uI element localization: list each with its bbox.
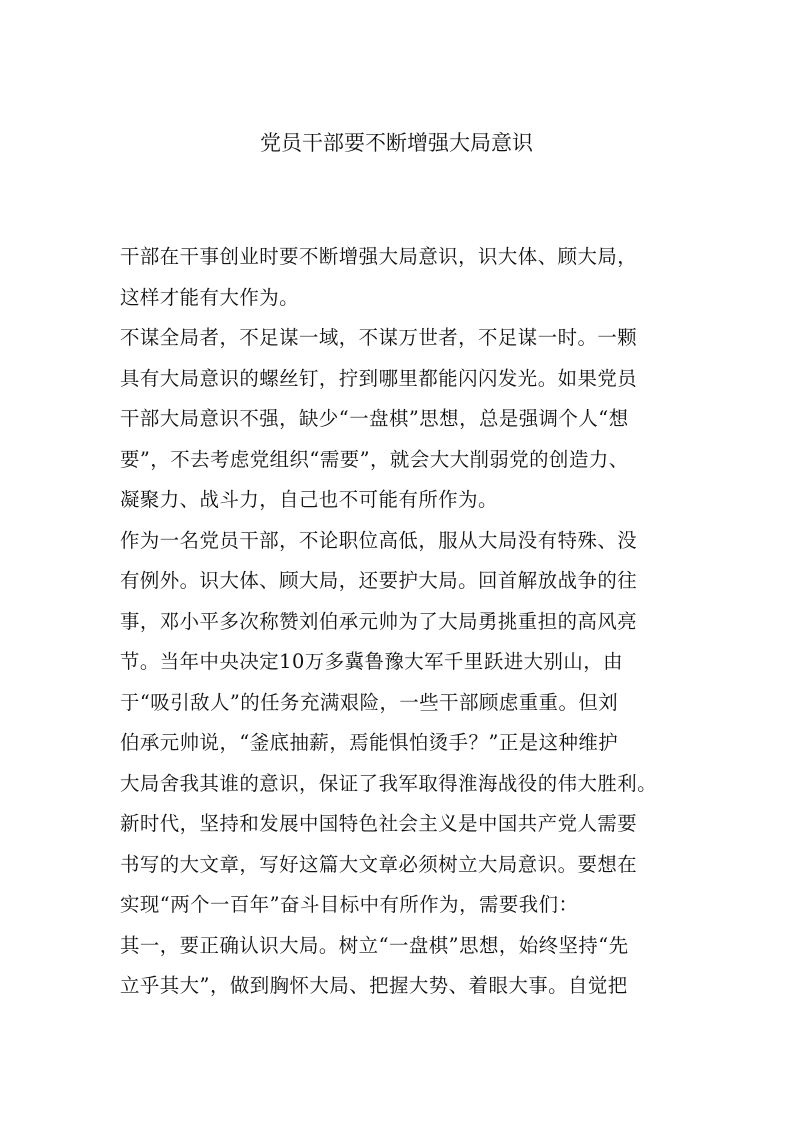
document-body	[120, 237, 690, 1007]
paragraph-3	[120, 521, 690, 805]
text-line: 作为一名党员干部，不论职位高低，服从大局没有特殊、没	[120, 528, 638, 552]
text-line: 书写的大文章，写好这篇大文章必须树立大局意识。要想在	[120, 852, 638, 876]
page-title: 党员干部要不断增强大局意识	[260, 131, 533, 155]
text-line: 新时代，坚持和发展中国特色社会主义是中国共产党人需要	[120, 812, 638, 835]
text-line: 这样才能有大作为。	[120, 285, 300, 309]
text-line: 干部在干事创业时要不断增强大局意识，识大体、顾大局，	[120, 245, 638, 268]
text-line: 立乎其大”，做到胸怀大局、把握大势、着眼大事。自觉把	[120, 974, 628, 997]
text-line: 伯承元帅说，“釜底抽薪，焉能惧怕烫手？”正是这种维护	[120, 731, 619, 754]
paragraph-2	[120, 318, 690, 521]
text-line: 不谋全局者，不足谋一域，不谋万世者，不足谋一时。一颗	[120, 326, 638, 349]
text-line: 凝聚力、战斗力，自己也不可能有所作为。	[120, 488, 498, 511]
text-line: 大局舍我其谁的意识，保证了我军取得淮海战役的伟大胜利。	[120, 771, 658, 795]
text-line: 事，邓小平多次称赞刘伯承元帅为了大局勇挑重担的高风亮	[120, 609, 638, 633]
text-line: 于“吸引敌人”的任务充满艰险，一些干部顾虑重重。但刘	[120, 690, 619, 714]
text-line: 实现“两个一百年”奋斗目标中有所作为，需要我们：	[120, 893, 579, 916]
text-line: 有例外。识大体、顾大局，还要护大局。回首解放战争的往	[120, 569, 638, 592]
text-line: 具有大局意识的螺丝钉，拧到哪里都能闪闪发光。如果党员	[120, 366, 638, 390]
text-line: 要”，不去考虑党组织“需要”，就会大大削弱党的创造力、	[120, 447, 629, 471]
text-line: 节。当年中央决定10万多冀鲁豫大军千里跃进大别山，由	[120, 650, 624, 673]
text-line: 其一，要正确认识大局。树立“一盘棋”思想，始终坚持“先	[120, 933, 629, 957]
paragraph-1	[120, 237, 690, 318]
paragraph-5	[120, 926, 690, 1007]
text-line: 干部大局意识不强，缺少“一盘棋”思想，总是强调个人“想	[120, 407, 629, 430]
paragraph-4	[120, 804, 690, 926]
